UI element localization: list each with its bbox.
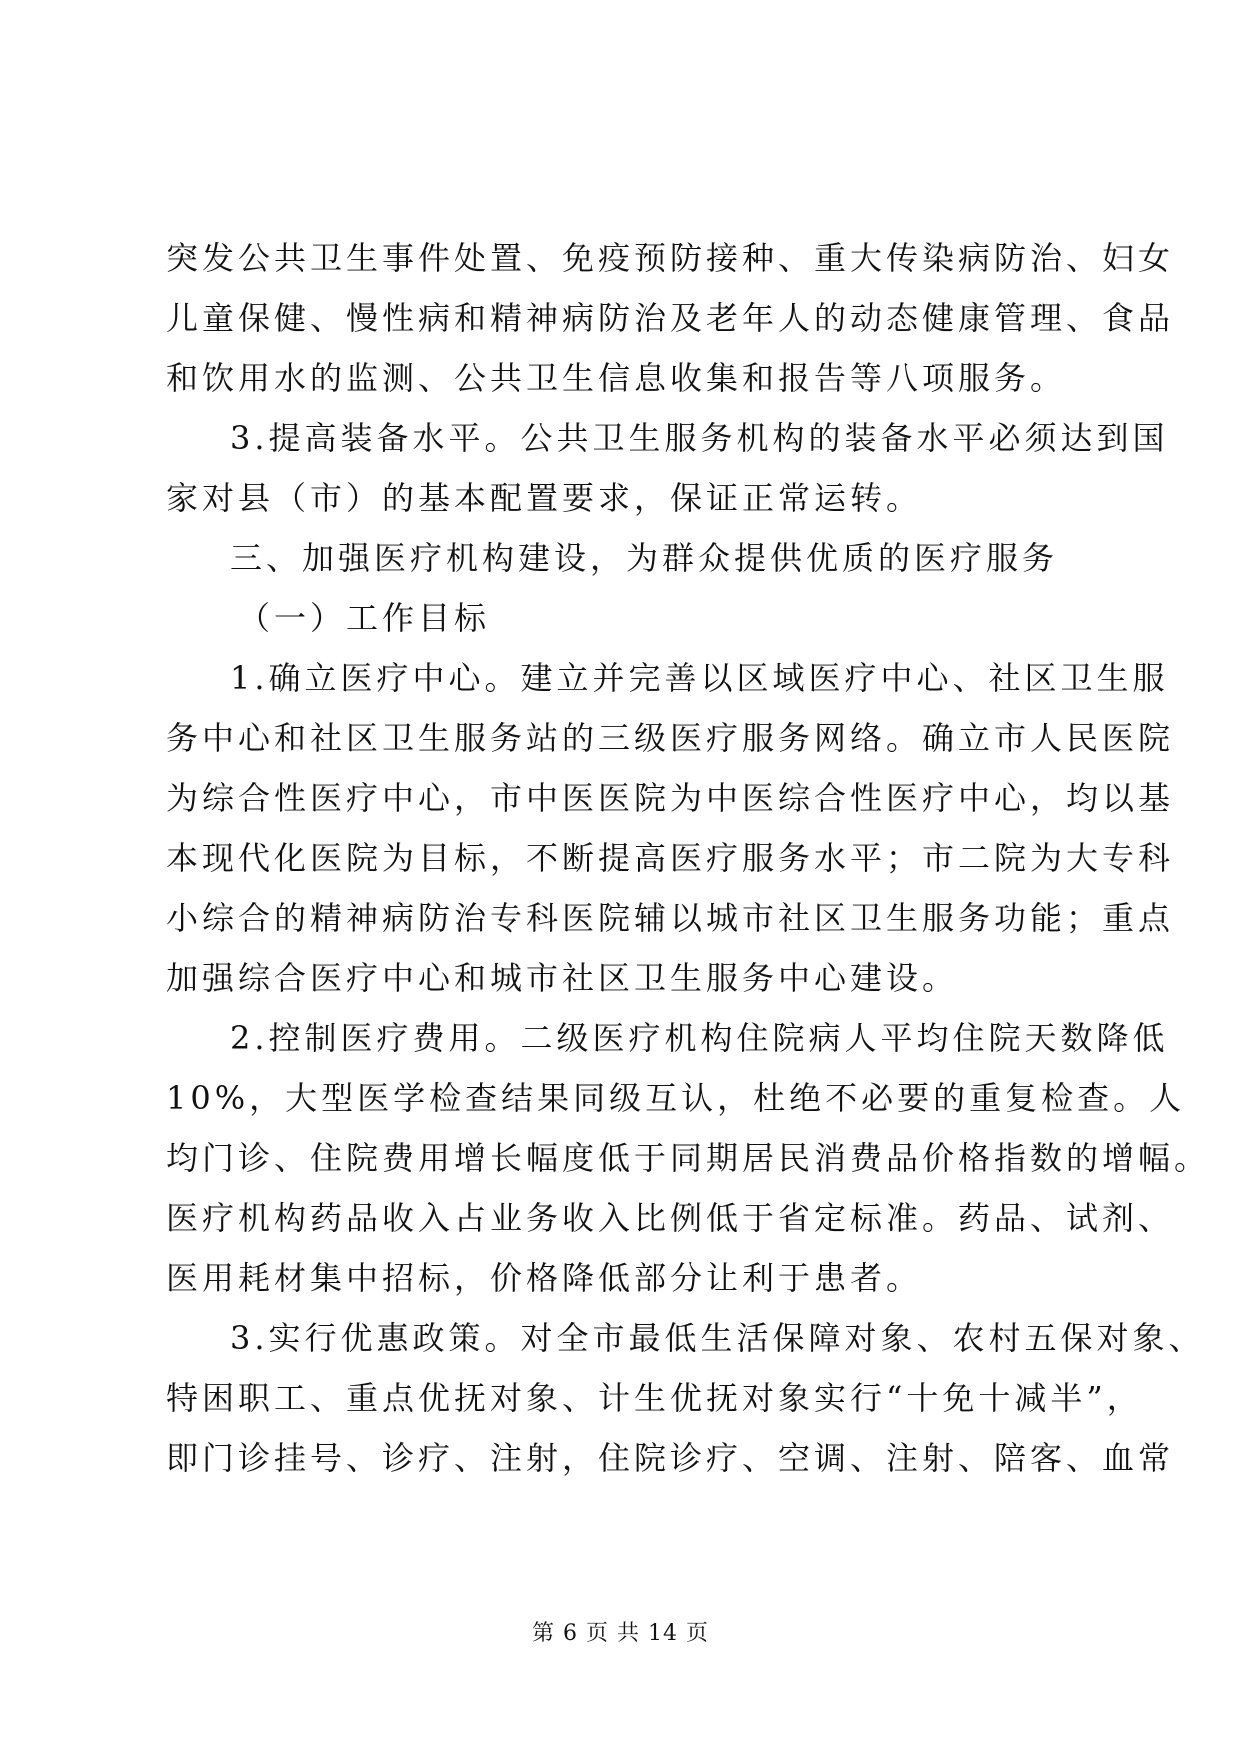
section-heading: 三、加强医疗机构建设，为群众提供优质的医疗服务 xyxy=(230,539,1059,577)
document-body xyxy=(166,228,1211,1488)
text-line: 医用耗材集中招标，价格降低部分让利于患者。 xyxy=(166,1259,923,1297)
text-line: 和饮用水的监测、公共卫生信息收集和报告等八项服务。 xyxy=(166,359,1067,397)
text-line: 家对县（市）的基本配置要求，保证正常运转。 xyxy=(166,479,923,517)
text-line: 小综合的精神病防治专科医院辅以城市社区卫生服务功能；重点 xyxy=(166,899,1175,937)
text-line: 加强综合医疗中心和城市社区卫生服务中心建设。 xyxy=(166,959,959,997)
text-line: 儿童保健、慢性病和精神病防治及老年人的动态健康管理、食品 xyxy=(166,299,1175,337)
text-line: 务中心和社区卫生服务站的三级医疗服务网络。确立市人民医院 xyxy=(166,719,1175,757)
text-line: 突发公共卫生事件处置、免疫预防接种、重大传染病防治、妇女 xyxy=(166,239,1175,277)
text-line: 本现代化医院为目标，不断提高医疗服务水平；市二院为大专科 xyxy=(166,839,1175,877)
subsection-heading: （一）工作目标 xyxy=(238,599,491,637)
paragraph-start-line: 3.实行优惠政策。对全市最低生活保障对象、农村五保对象、 xyxy=(230,1319,1205,1357)
text-line: 均门诊、住院费用增长幅度低于同期居民消费品价格指数的增幅。 xyxy=(166,1139,1211,1177)
page-number-footer: 第 6 页 共 14 页 xyxy=(532,1621,709,1646)
paragraph-start-line: 3.提高装备水平。公共卫生服务机构的装备水平必须达到国 xyxy=(230,419,1169,457)
text-line: 医疗机构药品收入占业务收入比例低于省定标准。药品、试剂、 xyxy=(166,1199,1175,1237)
text-line: 为综合性医疗中心，市中医医院为中医综合性医疗中心，均以基 xyxy=(166,779,1175,817)
paragraph-start-line: 1.确立医疗中心。建立并完善以区域医疗中心、社区卫生服 xyxy=(230,659,1169,697)
text-line: 10%，大型医学检查结果同级互认，杜绝不必要的重复检查。人 xyxy=(166,1079,1186,1117)
text-line: 即门诊挂号、诊疗、注射，住院诊疗、空调、注射、陪客、血常 xyxy=(166,1439,1175,1477)
text-line: 特困职工、重点优抚对象、计生优抚对象实行“十免十减半”， xyxy=(166,1379,1143,1417)
paragraph-start-line: 2.控制医疗费用。二级医疗机构住院病人平均住院天数降低 xyxy=(230,1019,1169,1057)
